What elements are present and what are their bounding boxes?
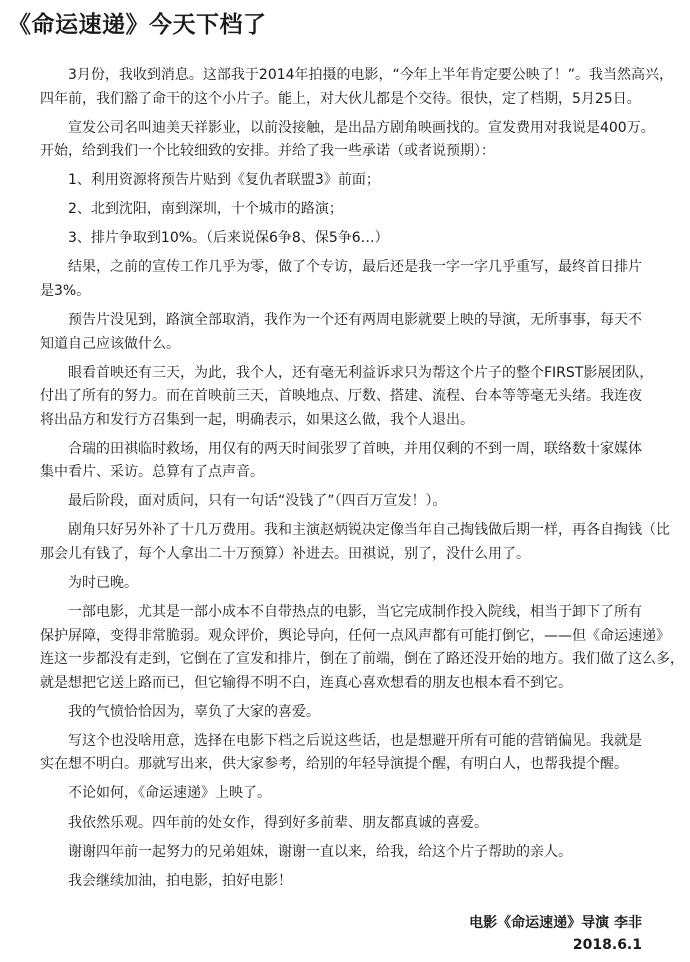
paragraph [40, 519, 670, 566]
text-line: 我会继续加油，拍电影，拍好电影！ [68, 872, 292, 889]
text-line: 写这个也没啥用意，选择在电影下档之后说这些话，也是想避开所有可能的营销偏见。我就是 [68, 732, 642, 749]
text-line: 最后阶段，面对质问，只有一句话“没钱了”（四百万宣发！）。 [68, 493, 447, 510]
text-line: 1、利用资源将预告片贴到《复仇者联盟3》前面； [68, 172, 380, 189]
signature: 电影《命运速递》导演 李非 [469, 915, 642, 931]
paragraph [40, 438, 670, 485]
paragraph [40, 841, 670, 865]
document-title: 《命运速递》今天下档了 [8, 12, 267, 38]
text-line: 预告片没见到，路演全部取消，我作为一个还有两周电影就要上映的导演，无所事事，每天不 [68, 312, 642, 329]
paragraph [40, 256, 670, 303]
signature-date: 2018.6.1 [572, 937, 642, 953]
paragraph [40, 490, 670, 514]
text-line: 3、排片争取到10%。（后来说保6争8、保5争6…） [68, 230, 389, 247]
document-body [40, 64, 684, 899]
text-line: 一部电影，尤其是一部小成本不自带热点的电影，当它完成制作投入院线，相当于卸下了所有 [68, 604, 642, 621]
text-line: 不论如何，《命运速递》上映了。 [68, 785, 271, 802]
text-line: 保护屏障，变得非常脆弱。观众评价，舆论导向，任何一点风声都有可能打倒它，——但《命运速递》 [40, 627, 670, 644]
text-line: 剧角只好另外补了十几万费用。我和主演赵炳锐决定像当年自己掏钱做后期一样，再各自掏钱（比 [68, 522, 670, 539]
text-line: 眼看首映还有三天，为此，我个人，还有毫无利益诉求只为帮这个片子的整个FIRST影展团队， [68, 364, 654, 381]
paragraph [40, 812, 670, 836]
paragraph [40, 309, 670, 356]
paragraph [40, 117, 670, 164]
text-line: 3月份，我收到消息。这部我于2014年拍摄的电影，“今年上半年肯定要公映了！”。我当然高兴， [68, 67, 674, 83]
text-line: 合瑞的田祺临时救场，用仅有的两天时间张罗了首映，并用仅剩的不到一周，联络数十家媒体 [68, 440, 642, 457]
paragraph [40, 601, 684, 695]
text-line: 那会儿有钱了，每个人拿出二十万预算）补进去。田祺说，别了，没什么用了。 [40, 545, 530, 562]
paragraph [40, 701, 670, 725]
text-line: 将出品方和发行方召集到一起，明确表示，如果这么做，我个人退出。 [40, 411, 474, 428]
paragraph [40, 362, 670, 433]
text-line: 四年前，我们豁了命干的这个小片子。能上，对大伙儿都是个交待。很快，定了档期，5月25日。 [40, 90, 641, 107]
text-line: 集中看片、采访。总算有了点声音。 [40, 464, 264, 481]
paragraph [40, 572, 670, 596]
paragraph [40, 227, 670, 251]
text-line: 付出了所有的努力。而在首映前三天，首映地点、厅数、搭建、流程、台本等等毫无头绪。我连夜 [40, 388, 642, 405]
text-line: 2、北到沈阳，南到深圳，十个城市的路演； [68, 201, 343, 218]
paragraph [40, 198, 670, 222]
text-line: 实在想不明白。那就写出来，供大家参考，给别的年轻导演提个醒，有明白人，也帮我提个醒。 [40, 756, 628, 773]
text-line: 知道自己应该做什么。 [40, 335, 180, 352]
text-line: 宣发公司名叫迪美天祥影业，以前没接触，是出品方剧角映画找的。宣发费用对我说是400万。 [68, 119, 655, 136]
text-line: 结果，之前的宣传工作几乎为零，做了个专访，最后还是我一字一字几乎重写，最终首日排片 [68, 259, 642, 276]
paragraph [40, 64, 674, 111]
text-line: 开始，给到我们一个比较细致的安排。并给了我一些承诺（或者说预期）： [40, 143, 495, 160]
text-line: 为时已晚。 [68, 575, 138, 592]
text-line: 就是想把它送上路而已，但它输得不明不白，连真心喜欢想看的朋友也根本看不到它。 [40, 674, 572, 691]
paragraph [40, 169, 670, 193]
text-line: 我的气愤恰恰因为，辜负了大家的喜爱。 [68, 703, 320, 720]
text-line: 我依然乐观。四年前的处女作，得到好多前辈、朋友都真诚的喜爱。 [68, 814, 488, 831]
paragraph [40, 730, 670, 777]
text-line: 是3%。 [40, 282, 91, 299]
text-line: 连这一步都没有走到，它倒在了宣发和排片，倒在了前端，倒在了路还没开始的地方。我们做了这么多， [40, 651, 684, 668]
text-line: 谢谢四年前一起努力的兄弟姐妹，谢谢一直以来，给我，给这个片子帮助的亲人。 [68, 843, 572, 860]
paragraph [40, 870, 670, 894]
paragraph [40, 782, 670, 806]
